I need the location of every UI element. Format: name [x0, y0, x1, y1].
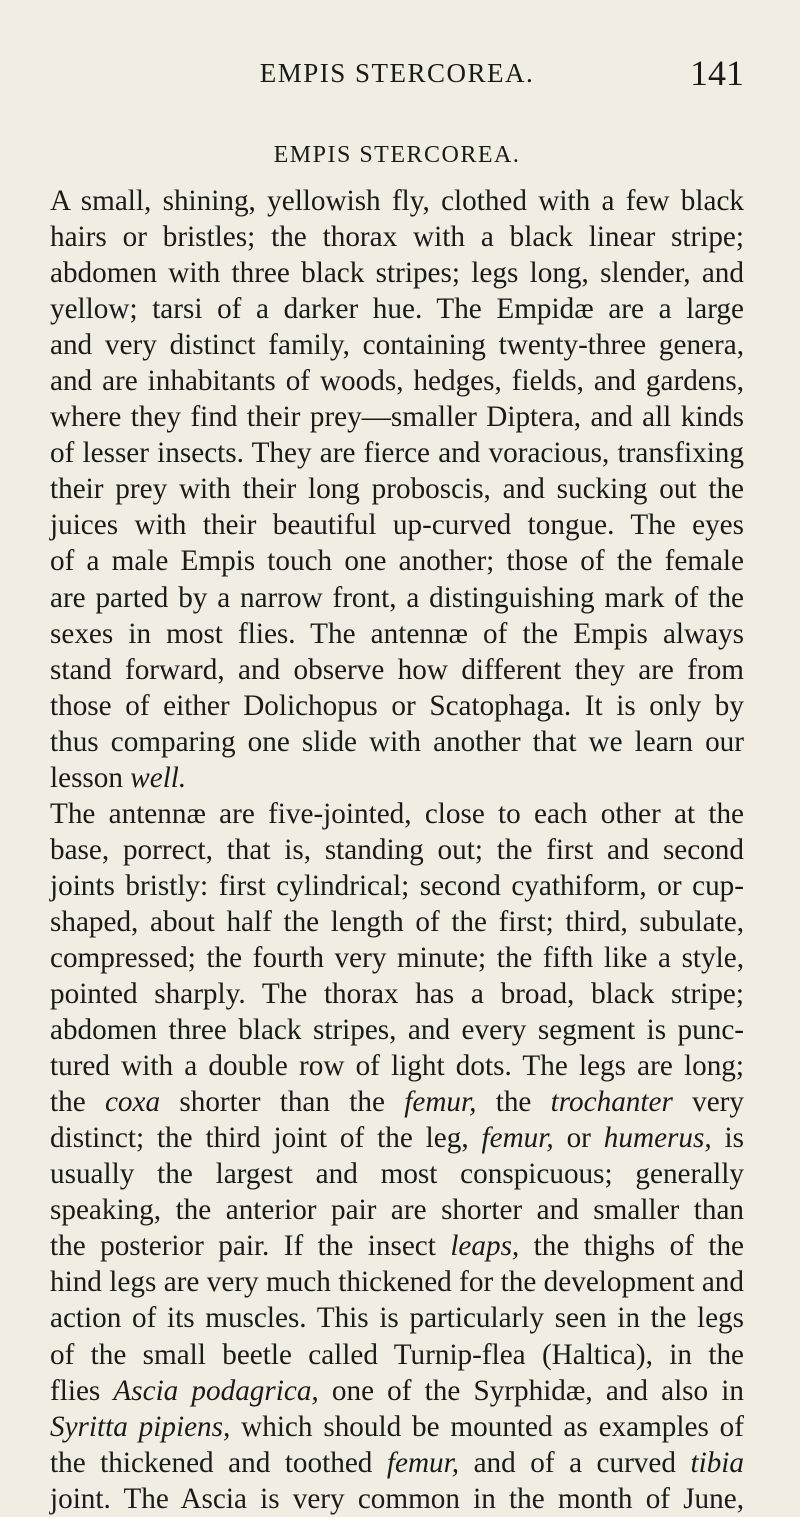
text-line: [50, 760, 744, 796]
text-run: or: [553, 1122, 604, 1155]
text-line: yellow; tarsi of a darker hue. The Empidæ are a large: [50, 293, 744, 326]
text-line: [50, 1373, 744, 1409]
text-line: [50, 1228, 744, 1264]
text-line: [50, 1084, 744, 1120]
page-number: 141: [690, 53, 744, 93]
text-line: sexes in most flies. The antennæ of the Empis always: [50, 617, 744, 650]
text-run: the posterior pair. If the insect: [50, 1230, 451, 1263]
text-line: compressed; the fourth very minute; the fifth like a style,: [50, 941, 744, 974]
text-line: of a male Empis touch one another; those of the female: [50, 545, 744, 578]
italic-text: leaps,: [450, 1230, 520, 1263]
italic-text: femur,: [481, 1122, 554, 1155]
text-line: abdomen with three black stripes; legs long, slender, and: [50, 257, 744, 290]
italic-text: tibia: [690, 1446, 744, 1479]
paragraph-description: [50, 183, 744, 796]
text-run: is: [711, 1122, 745, 1155]
italic-text: femur,: [404, 1086, 477, 1119]
text-line: abdomen three black stripes, and every segment is punc-: [50, 1014, 744, 1047]
text-line: are parted by a narrow front, a distinguishing mark of the: [50, 581, 744, 614]
italic-text: well.: [130, 761, 187, 794]
italic-text: Ascia podagrica,: [113, 1374, 319, 1407]
running-header: [50, 52, 744, 100]
text-line: of the small beetle called Turnip-flea (Haltica), in the: [50, 1338, 744, 1371]
text-line: those of either Dolichopus or Scatophaga. It is only by: [50, 689, 744, 722]
text-run: flies: [50, 1374, 114, 1407]
italic-text: humerus,: [603, 1122, 712, 1155]
text-line: A small, shining, yellowish fly, clothed with a few black: [50, 185, 744, 217]
text-run: lesson: [50, 761, 131, 794]
text-run: very: [672, 1086, 744, 1119]
text-run: one of the Syrphidæ, and also in: [318, 1374, 744, 1407]
text-line: where they find their prey—smaller Diptera, and all kinds: [50, 401, 744, 434]
text-line: stand forward, and observe how different they are from: [50, 653, 744, 686]
text-run: the: [476, 1086, 551, 1119]
text-line: juices with their beautiful up-curved tongue. The eyes: [50, 509, 744, 542]
text-line: pointed sharply. The thorax has a broad, black stripe;: [50, 978, 744, 1011]
text-line: speaking, the anterior pair are shorter and smaller than: [50, 1194, 744, 1227]
text-line: joints bristly: first cylindrical; second cyathiform, or cup-: [50, 869, 744, 902]
text-line: joint. The Ascia is very common in the month of June,: [50, 1482, 744, 1515]
text-line: base, porrect, that is, standing out; the first and second: [50, 833, 744, 866]
text-run: the thickened and toothed: [50, 1446, 387, 1479]
text-line: thus comparing one slide with another that we learn our: [50, 725, 744, 758]
italic-text: Syritta pipiens,: [50, 1410, 231, 1443]
text-line: hairs or bristles; the thorax with a black linear stripe;: [50, 221, 744, 254]
italic-text: trochanter: [550, 1086, 673, 1119]
text-run: shorter than the: [160, 1086, 405, 1119]
text-line: [50, 1445, 744, 1481]
italic-text: femur,: [386, 1446, 460, 1479]
text-line: [50, 1120, 744, 1156]
text-line: shaped, about half the length of the first; third, subulate,: [50, 905, 744, 938]
text-run: the thighs of the: [519, 1230, 744, 1263]
text-line: [50, 1409, 744, 1445]
text-run: which should be mounted as examples of: [230, 1410, 744, 1443]
text-line: hind legs are very much thickened for the development and: [50, 1266, 744, 1299]
italic-text: coxa: [104, 1086, 161, 1119]
text-line: usually the largest and most conspicuous; generally: [50, 1158, 744, 1191]
text-line: and very distinct family, containing twenty-three genera,: [50, 329, 744, 362]
text-line: tured with a double row of light dots. The legs are long;: [50, 1050, 744, 1083]
section-title: EMPIS STERCOREA.: [273, 142, 521, 168]
text-line: action of its muscles. This is particularly seen in the legs: [50, 1302, 744, 1335]
paragraph-antennae: [50, 796, 744, 1517]
text-line: The antennæ are five-jointed, close to each other at the: [50, 797, 744, 830]
text-run: distinct; the third joint of the leg,: [50, 1122, 482, 1155]
running-title: EMPIS STERCOREA.: [259, 58, 535, 88]
text-run: and of a curved: [459, 1446, 691, 1479]
text-line: their prey with their long proboscis, and sucking out the: [50, 473, 744, 506]
text-line: and are inhabitants of woods, hedges, fields, and gardens,: [50, 365, 744, 398]
text-run: the: [50, 1086, 105, 1119]
text-line: of lesser insects. They are fierce and voracious, transfixing: [50, 437, 744, 470]
